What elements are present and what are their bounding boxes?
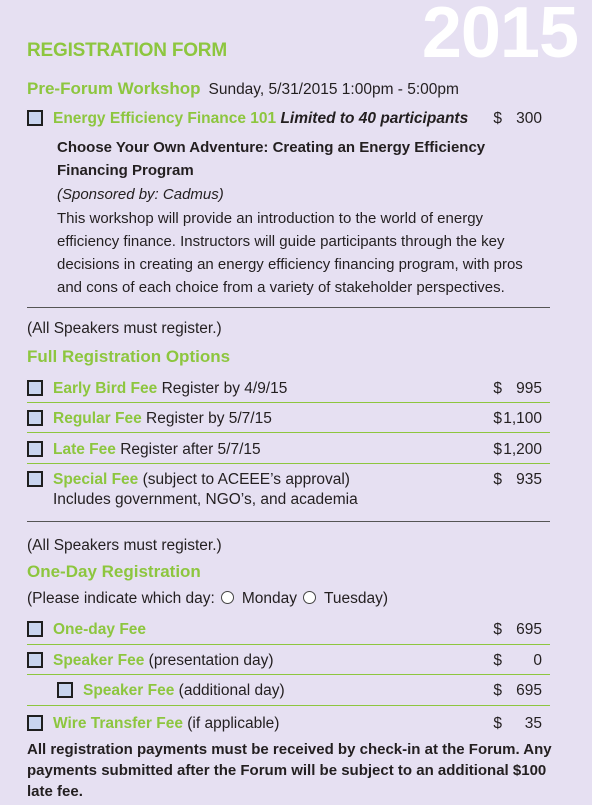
speaker-fee-label xyxy=(53,652,274,670)
speaker-fee-checkbox[interactable] xyxy=(27,652,43,668)
regular-label xyxy=(53,410,272,428)
workshop-name: Energy Efficiency Finance 101 xyxy=(53,110,277,127)
divider xyxy=(27,521,550,522)
regular-dollar: $ xyxy=(493,410,502,427)
form-title: REGISTRATION FORM xyxy=(27,40,227,61)
workshop-note: Limited to 40 participants xyxy=(280,110,469,127)
late-row[interactable] xyxy=(27,440,542,462)
early-bird-desc: Register by 4/9/15 xyxy=(161,380,288,397)
oneday-fee-label xyxy=(53,621,146,639)
year-heading: 2015 xyxy=(421,0,578,73)
oneday-fee-checkbox[interactable] xyxy=(27,621,43,637)
tuesday-label: Tuesday) xyxy=(323,590,389,607)
oneday-fee-amount: 695 xyxy=(516,621,542,638)
full-registration-heading: Full Registration Options xyxy=(27,347,231,366)
pre-forum-schedule: Sunday, 5/31/2015 1:00pm - 5:00pm xyxy=(208,81,459,98)
wire-transfer-checkbox[interactable] xyxy=(27,715,43,731)
early-bird-checkbox[interactable] xyxy=(27,380,43,396)
late-name: Late Fee xyxy=(53,441,116,458)
early-bird-dollar: $ xyxy=(493,380,502,397)
wire-transfer-label xyxy=(53,715,279,733)
divider xyxy=(27,432,550,433)
early-bird-label xyxy=(53,380,287,398)
early-bird-row[interactable] xyxy=(27,379,542,401)
special-label xyxy=(53,471,350,489)
divider xyxy=(27,674,550,675)
speaker-fee-desc: (presentation day) xyxy=(148,652,274,669)
divider xyxy=(27,402,550,403)
regular-amount: 1,100 xyxy=(503,410,542,427)
day-indicate-text: (Please indicate which day: xyxy=(27,590,215,607)
special-dollar: $ xyxy=(493,471,502,488)
early-bird-amount: 995 xyxy=(516,380,542,397)
regular-name: Regular Fee xyxy=(53,410,142,427)
speaker-additional-dollar: $ xyxy=(493,682,502,699)
divider xyxy=(27,307,550,308)
oneday-fee-dollar: $ xyxy=(493,621,502,638)
workshop-row[interactable] xyxy=(27,109,542,131)
regular-checkbox[interactable] xyxy=(27,410,43,426)
speaker-fee-name: Speaker Fee xyxy=(53,652,145,669)
wire-transfer-dollar: $ xyxy=(493,715,502,732)
speaker-additional-checkbox[interactable] xyxy=(57,682,73,698)
tuesday-radio[interactable] xyxy=(303,591,316,604)
workshop-dollar: $ xyxy=(493,110,502,127)
oneday-fee-row[interactable] xyxy=(27,620,542,642)
oneday-speakers-note: (All Speakers must register.) xyxy=(27,537,222,554)
workshop-label xyxy=(53,110,468,128)
workshop-description: This workshop will provide an introduction to the world of energy efficiency finance. Instructors will guide participants through the key decisions in creating an energy efficiency financing program, with pros and cons of each choice from a variety of stakeholder perspectives. xyxy=(57,210,523,296)
divider xyxy=(27,644,550,645)
late-checkbox[interactable] xyxy=(27,441,43,457)
wire-transfer-amount: 35 xyxy=(524,715,542,732)
oneday-heading: One-Day Registration xyxy=(27,562,201,581)
wire-transfer-desc: (if applicable) xyxy=(187,715,280,732)
speaker-additional-name: Speaker Fee xyxy=(83,682,175,699)
speaker-additional-label xyxy=(83,682,285,700)
regular-desc: Register by 5/7/15 xyxy=(146,410,272,427)
pre-forum-heading-label: Pre-Forum Workshop xyxy=(27,79,201,98)
wire-transfer-row[interactable] xyxy=(27,714,542,736)
special-desc2: Includes government, NGO’s, and academia xyxy=(53,491,358,508)
speaker-additional-row[interactable] xyxy=(27,681,542,703)
workshop-checkbox[interactable] xyxy=(27,110,43,126)
workshop-sponsor: (Sponsored by: Cadmus) xyxy=(57,186,224,203)
pre-forum-heading xyxy=(27,79,459,99)
oneday-fee-name: One-day Fee xyxy=(53,621,147,638)
late-desc: Register after 5/7/15 xyxy=(120,441,261,458)
wire-transfer-name: Wire Transfer Fee xyxy=(53,715,183,732)
late-label xyxy=(53,441,261,459)
late-amount: 1,200 xyxy=(503,441,542,458)
speaker-fee-dollar: $ xyxy=(493,652,502,669)
special-amount: 935 xyxy=(516,471,542,488)
speaker-fee-row[interactable] xyxy=(27,651,542,673)
day-select xyxy=(27,590,388,608)
monday-radio[interactable] xyxy=(221,591,234,604)
special-desc: (subject to ACEEE’s approval) xyxy=(142,471,350,488)
full-speakers-note: (All Speakers must register.) xyxy=(27,320,222,337)
speaker-additional-desc: (additional day) xyxy=(178,682,285,699)
regular-row[interactable] xyxy=(27,409,542,431)
workshop-title: Choose Your Own Adventure: Creating an Energy Efficiency Financing Program xyxy=(57,139,486,179)
workshop-amount: 300 xyxy=(516,110,542,127)
late-dollar: $ xyxy=(493,441,502,458)
divider xyxy=(27,705,550,706)
early-bird-name: Early Bird Fee xyxy=(53,380,158,397)
speaker-additional-amount: 695 xyxy=(516,682,542,699)
speaker-fee-amount: 0 xyxy=(533,652,542,669)
payment-footer-note: All registration payments must be received by check-in at the Forum. Any payments submitted after the Forum will be subject to an additional $100 late fee. xyxy=(27,741,552,800)
special-checkbox[interactable] xyxy=(27,471,43,487)
monday-label: Monday xyxy=(241,590,297,607)
divider xyxy=(27,463,550,464)
special-name: Special Fee xyxy=(53,471,139,488)
special-row[interactable] xyxy=(27,470,542,514)
